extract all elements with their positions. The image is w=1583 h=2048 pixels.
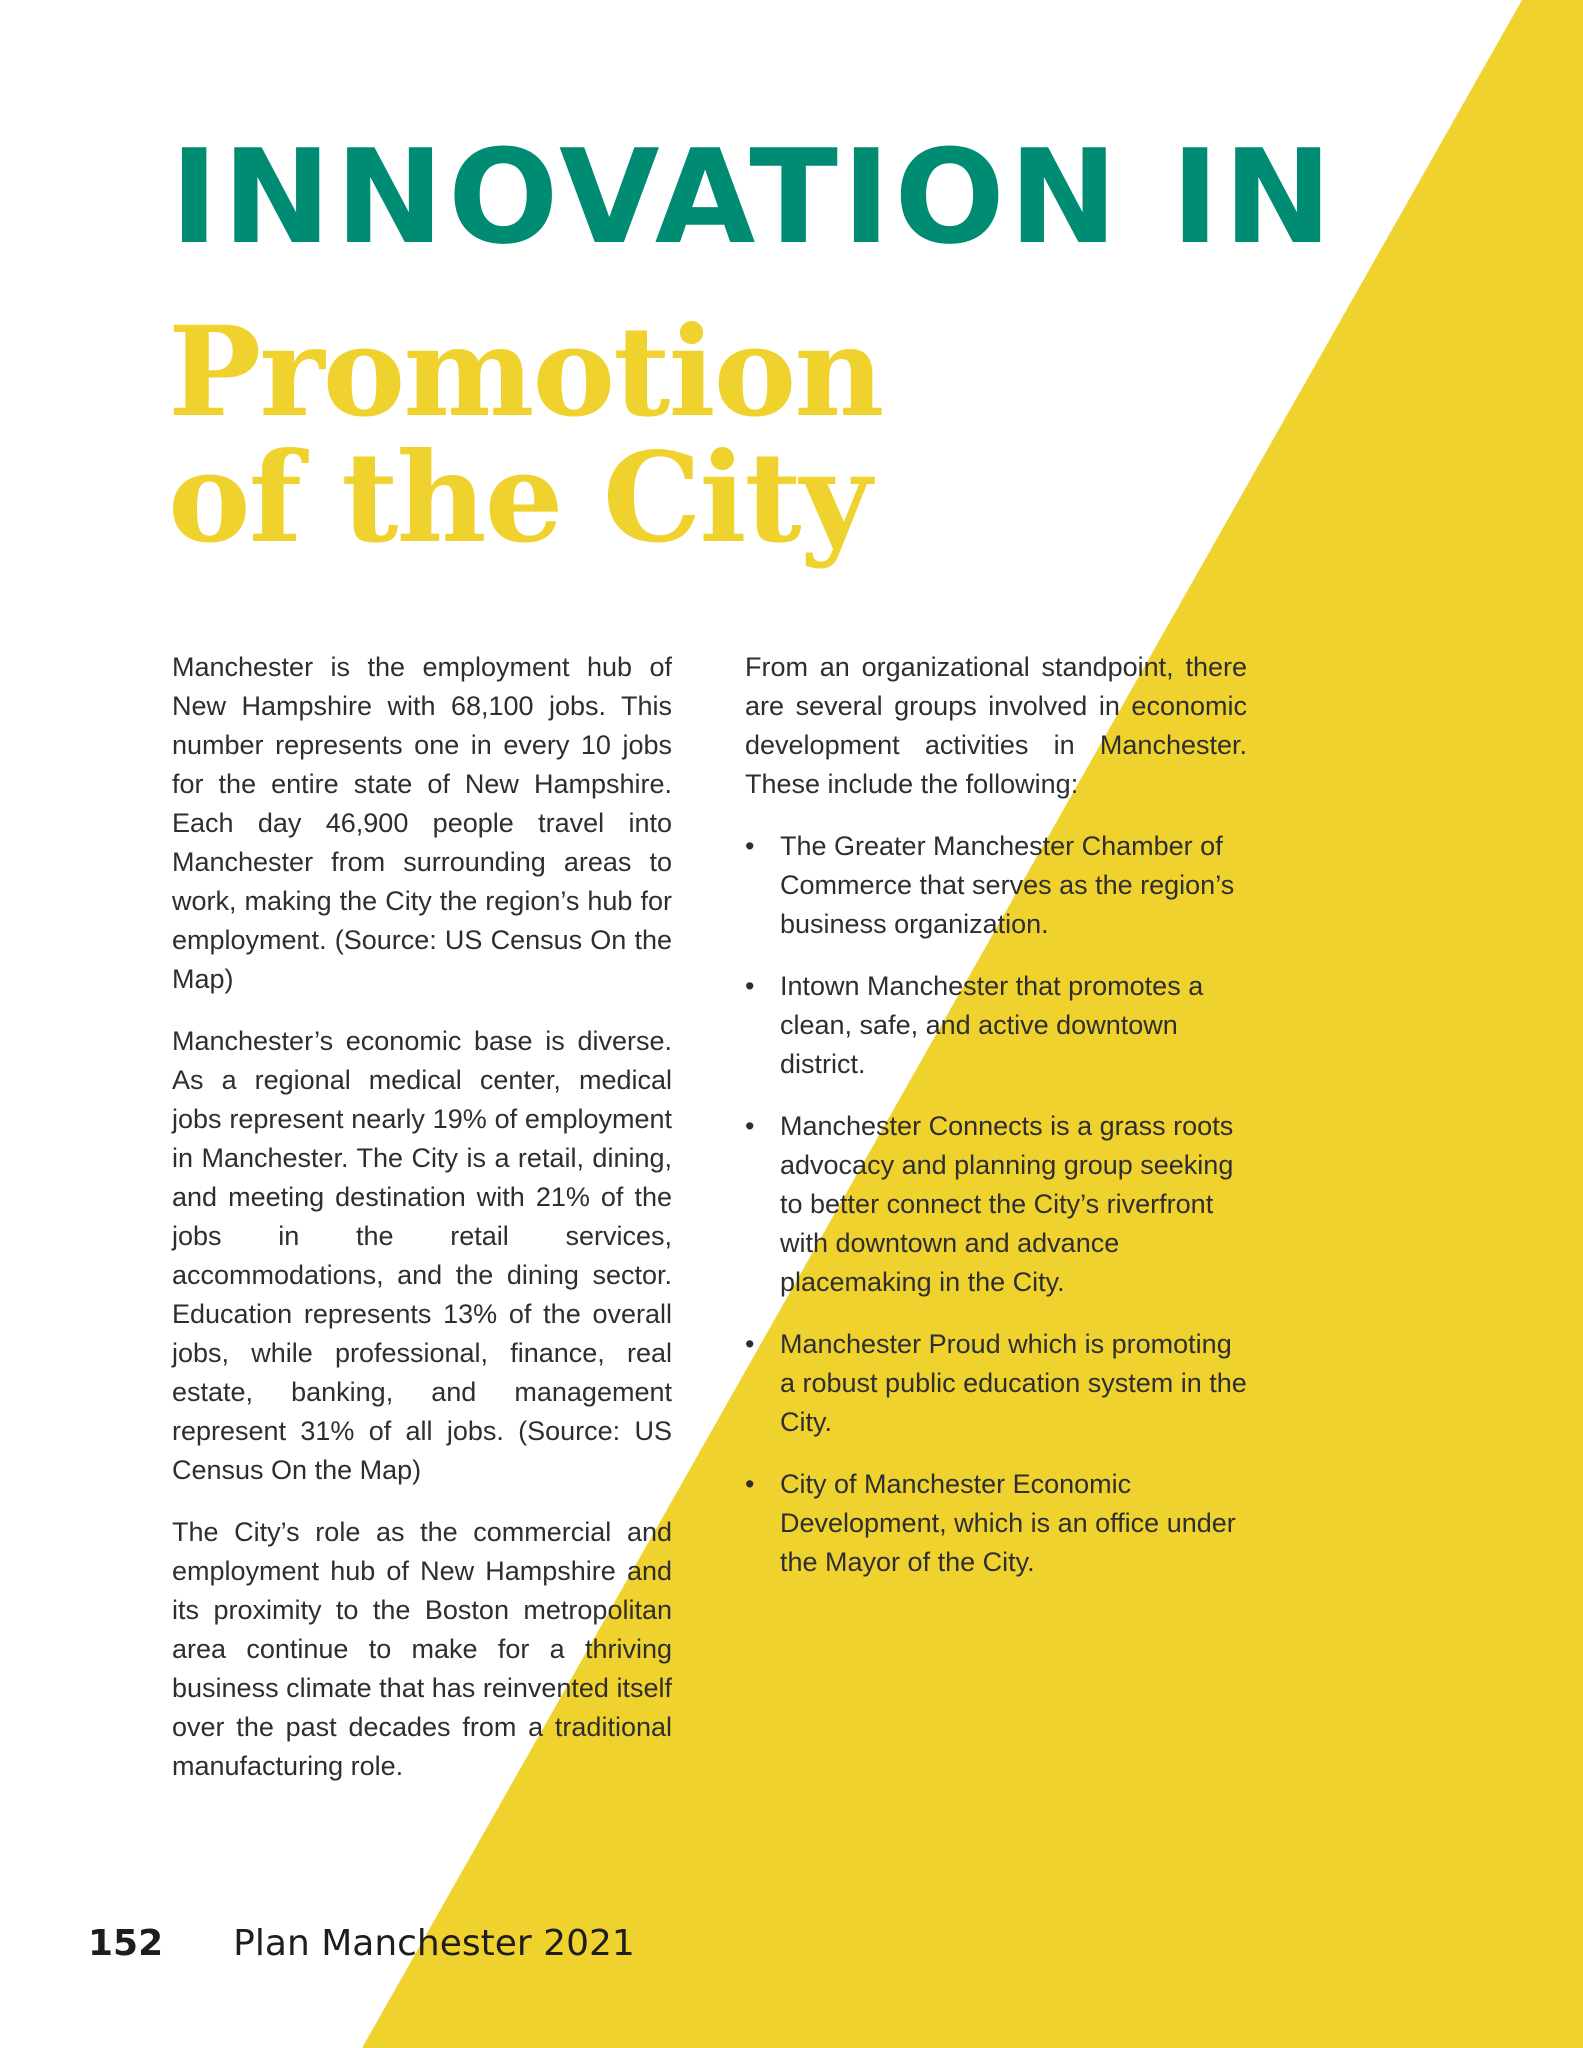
title-of-the-city: of the City	[168, 426, 870, 572]
list-item	[745, 827, 1247, 944]
list-item	[745, 1107, 1247, 1302]
paragraph-economic-base: Manchester’s economic base is diverse. As a regional medical center, medical jobs represent nearly 19% of employment in Manchester. The City is a retail, dining, and meeting destination with 21% of the jobs in the retail services, accommodations, and the dining sector. Education represents 13% of the overall jobs, while professional, finance, real estate, banking, and management represent 31% of all jobs. (Source: US Census On the Map)	[172, 1026, 672, 1485]
right-column	[745, 648, 1247, 1605]
bullet-icon: •	[745, 831, 755, 861]
bullet-icon: •	[745, 971, 755, 1001]
list-item	[745, 1325, 1247, 1442]
publication-title: Plan Manchester 2021	[233, 1923, 635, 1964]
bullet-icon: •	[745, 1469, 755, 1499]
organizations-list	[745, 827, 1247, 1582]
bullet-icon: •	[745, 1111, 755, 1141]
list-item-text: City of Manchester Economic Development, which is an office under the Mayor of the City.	[780, 1469, 1236, 1577]
bullet-icon: •	[745, 1329, 755, 1359]
list-item-text: Manchester Proud which is promoting a robust public education system in the City.	[780, 1329, 1247, 1437]
list-item	[745, 1465, 1247, 1582]
list-item	[745, 967, 1247, 1084]
left-column	[172, 648, 672, 1809]
title-innovation-in: INNOVATION IN	[170, 121, 1337, 273]
page-footer	[88, 1925, 635, 1962]
page-number: 152	[88, 1923, 164, 1964]
paragraph-city-role: The City’s role as the commercial and employment hub of New Hampshire and its proximity to the Boston metropolitan area continue to make for a thriving business climate that has reinvented itself over the past decades from a traditional manufacturing role.	[172, 1517, 672, 1781]
list-item-text: Intown Manchester that promotes a clean, safe, and active downtown district.	[780, 971, 1204, 1079]
list-item-text: The Greater Manchester Chamber of Commerce that serves as the region’s business organization.	[780, 831, 1235, 939]
paragraph-employment-hub: Manchester is the employment hub of New Hampshire with 68,100 jobs. This number represents one in every 10 jobs for the entire state of New Hampshire. Each day 46,900 people travel into Manchester from surrounding areas to work, making the City the region’s hub for employment. (Source: US Census On the Map)	[172, 652, 672, 994]
title-promotion: Promotion	[168, 300, 883, 445]
list-item-text: Manchester Connects is a grass roots advocacy and planning group seeking to better connect the City’s riverfront with downtown and advance placemaking in the City.	[780, 1111, 1234, 1297]
title-promotion-of-the-city	[168, 300, 883, 572]
paragraph-organizational-intro: From an organizational standpoint, there are several groups involved in economic development activities in Manchester. These include the following:	[745, 652, 1247, 799]
